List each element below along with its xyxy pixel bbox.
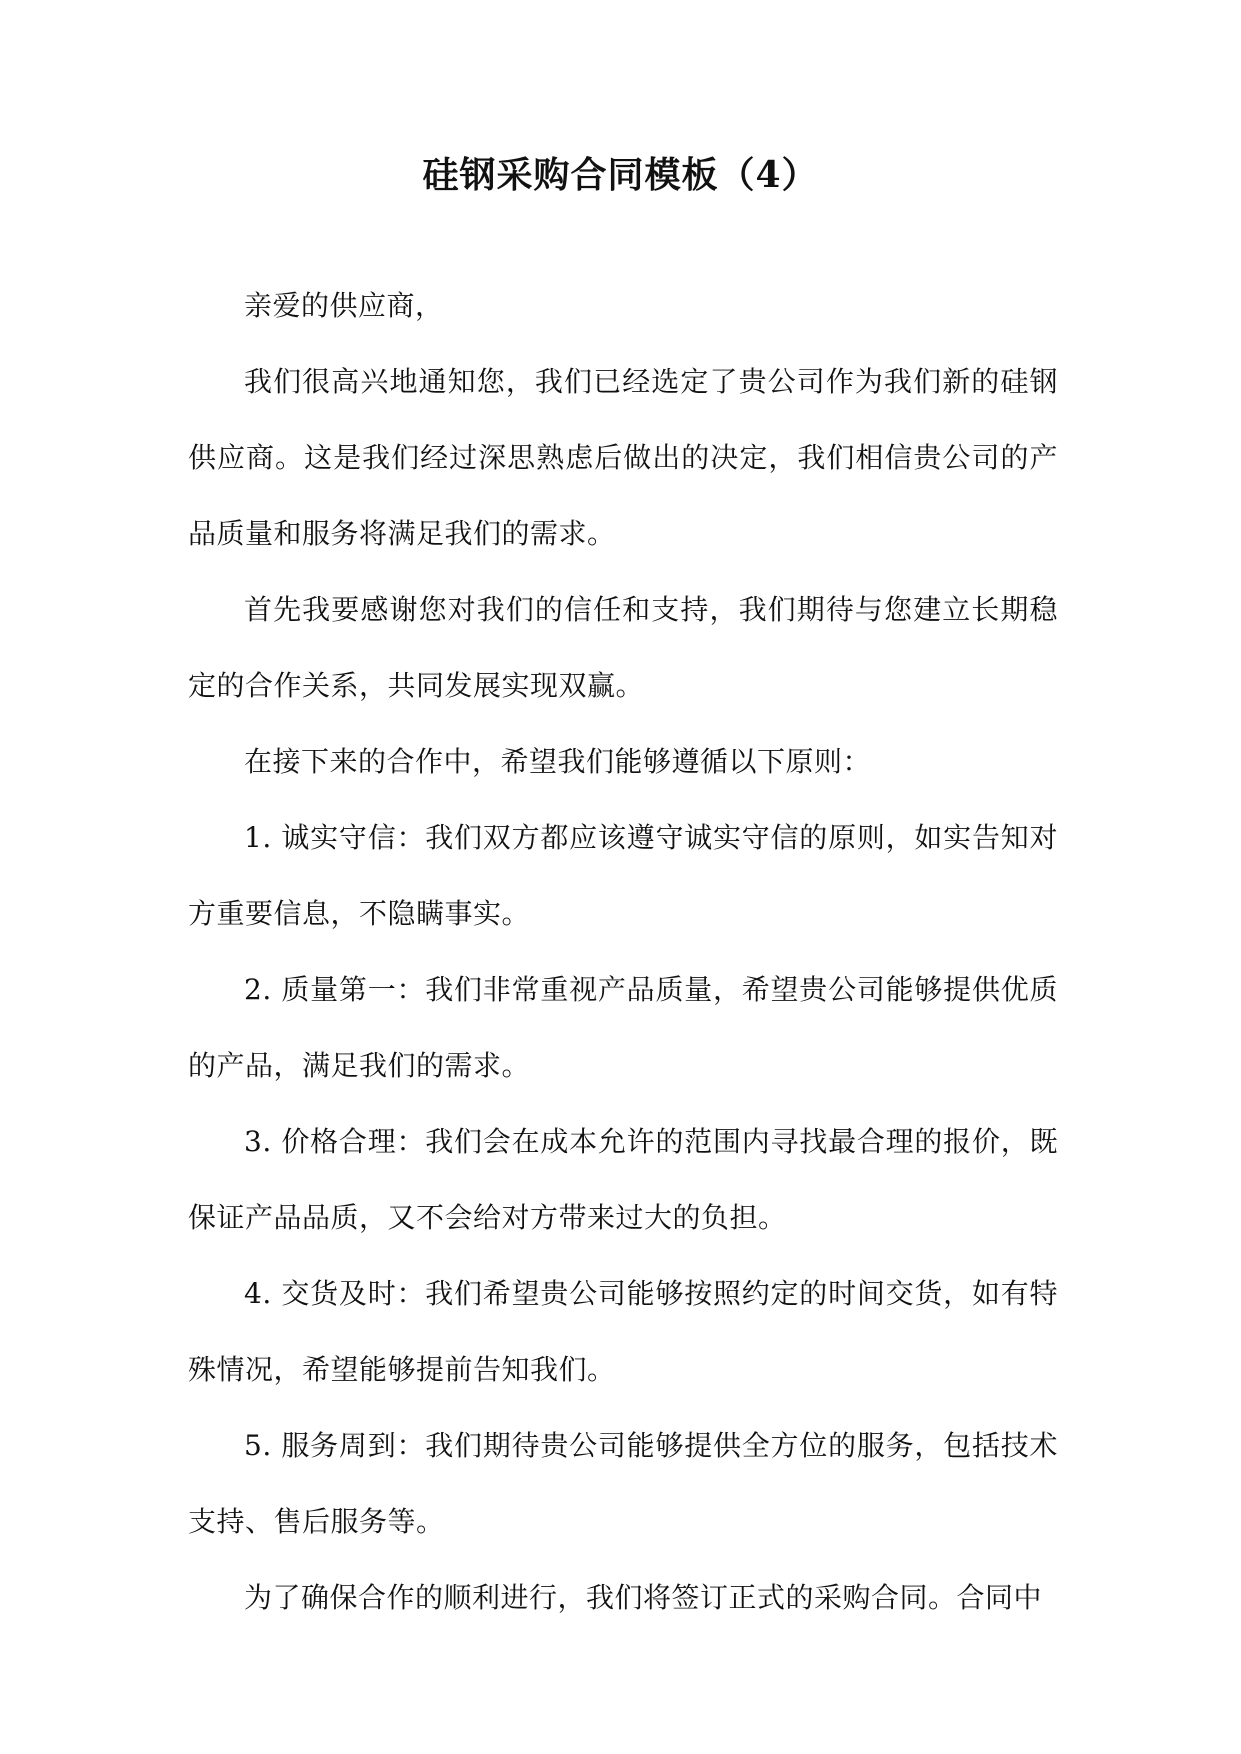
body-paragraph: 为了确保合作的顺利进行，我们将签订正式的采购合同。合同中 <box>244 1581 1043 1614</box>
document-title: 硅钢采购合同模板（4） <box>422 154 819 196</box>
principle-item: 5. 服务周到：我们期待贵公司能够提供全方位的服务，包括技术支持、售后服务等。 <box>188 1429 1058 1538</box>
document-body <box>188 268 1058 1636</box>
principle-item: 2. 质量第一：我们非常重视产品质量，希望贵公司能够提供优质的产品，满足我们的需求。 <box>188 973 1058 1082</box>
greeting-paragraph: 亲爱的供应商， <box>244 289 444 322</box>
body-paragraph: 首先我要感谢您对我们的信任和支持，我们期待与您建立长期稳定的合作关系，共同发展实现双赢。 <box>188 593 1058 702</box>
body-paragraph: 在接下来的合作中，希望我们能够遵循以下原则： <box>244 745 872 778</box>
body-paragraph: 我们很高兴地通知您，我们已经选定了贵公司作为我们新的硅钢供应商。这是我们经过深思熟虑后做出的决定，我们相信贵公司的产品质量和服务将满足我们的需求。 <box>188 365 1058 550</box>
principle-item: 1. 诚实守信：我们双方都应该遵守诚实守信的原则，如实告知对方重要信息，不隐瞒事实。 <box>188 821 1058 930</box>
principle-item: 4. 交货及时：我们希望贵公司能够按照约定的时间交货，如有特殊情况，希望能够提前告知我们。 <box>188 1277 1058 1386</box>
principle-item: 3. 价格合理：我们会在成本允许的范围内寻找最合理的报价，既保证产品品质，又不会给对方带来过大的负担。 <box>188 1125 1058 1234</box>
